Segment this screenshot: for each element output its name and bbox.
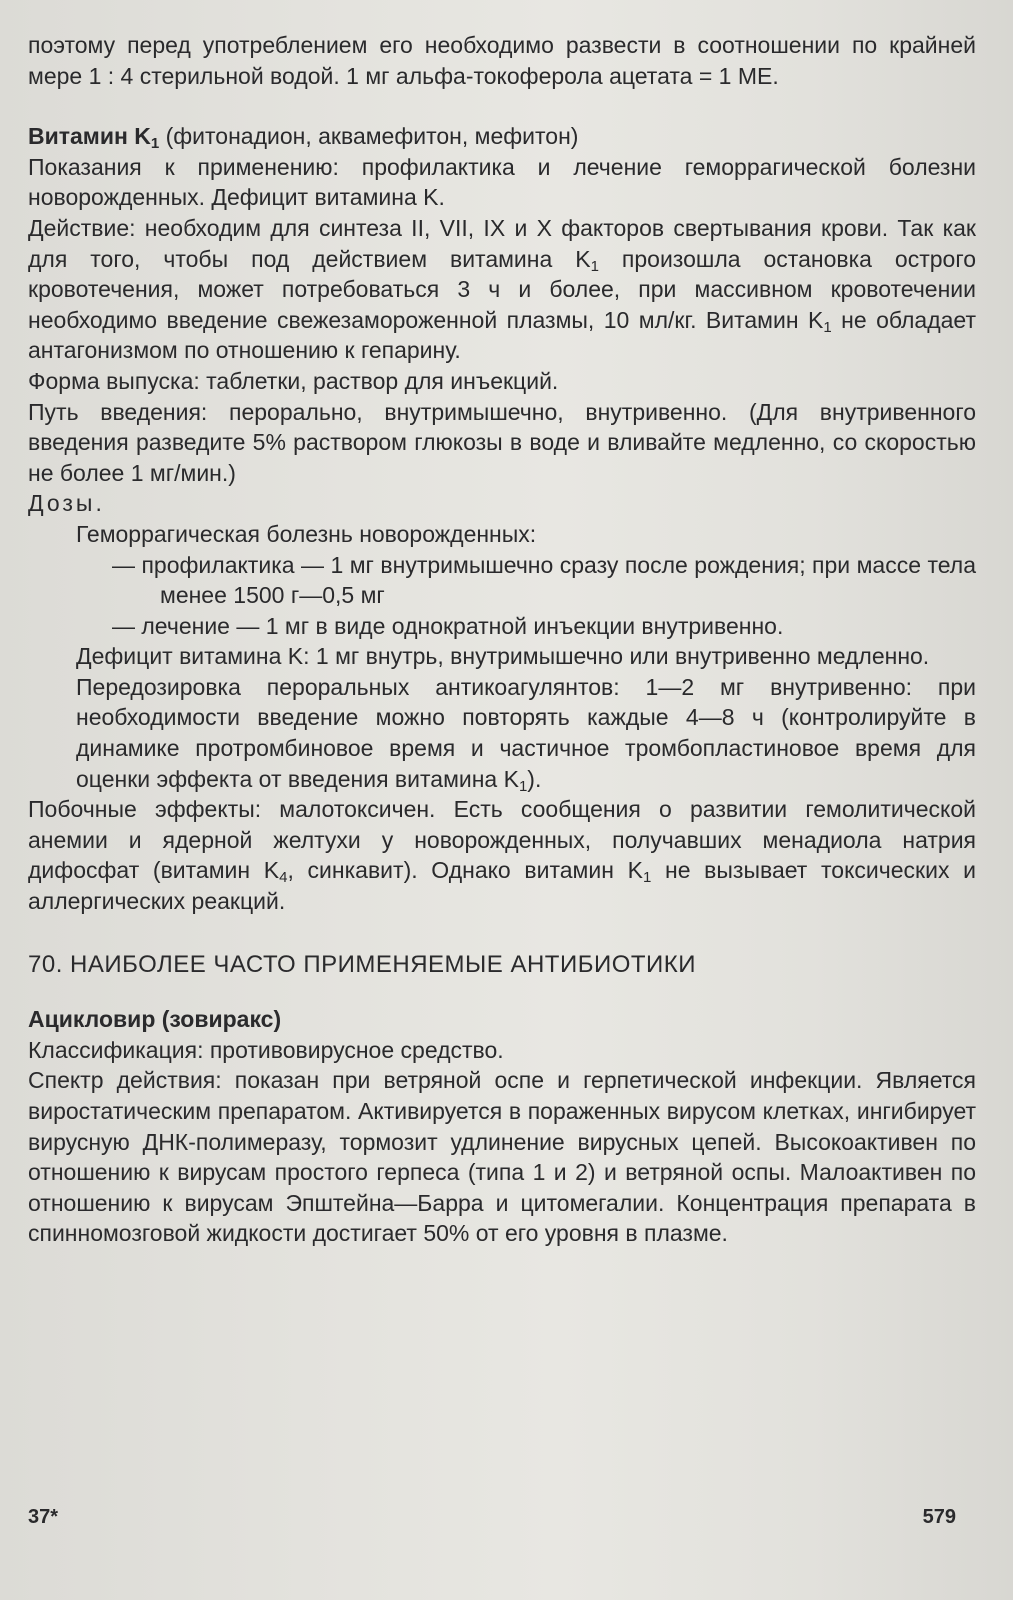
deficit-dose: Дефицит витамина K: 1 мг внутрь, внутримышечно или внутривенно медленно. bbox=[76, 643, 930, 670]
doses-label: Дозы. bbox=[28, 490, 105, 517]
vitamin-k-route: Путь введения: перорально, внутримышечно, внутривенно. (Для внутривенного введения разведите 5% раствором глюкозы в воде и вливайте медленно, со скоростью не более 1 мг/мин.) bbox=[28, 398, 976, 486]
acyclovir-spectrum: Спектр действия: показан при ветряной оспе и герпетической инфекции. Является виростатическим препаратом. Активируется в пораженных вирусом клетках, ингибирует вирусную ДНК-полимеразу, тормозит удлинение вирусных цепей. Высокоактивен по отношению к вирусам простого герпеса (типа 1 и 2) и ветряной оспы. Малоактивен по отношению к вирусам Эпштейна—Барра и цитомегалии. Концентрация препарата в спинномозговой жидкости достигает 50% от его уровня в плазме. bbox=[28, 1067, 976, 1247]
page-footer bbox=[28, 1506, 956, 1529]
vitamin-k-form: Форма выпуска: таблетки, раствор для инъекций. bbox=[28, 367, 559, 394]
acyclovir-classification: Классификация: противовирусное средство. bbox=[28, 1036, 504, 1063]
vitamin-k-title: Витамин $K_1$ (фитонадион, аквамефитон, мефитон) bbox=[28, 123, 579, 153]
page-number: 579 bbox=[922, 1506, 956, 1528]
page-body bbox=[28, 30, 976, 1249]
vitamin-k-action: Действие: необходим для синтеза II, VII, IX и X факторов свертывания крови. Так как для того, чтобы под действием витамина $K_1$ произошла остановка острого кровотечения, может потребоваться 3 ч и более, при массивном кровотечении необходимо введение свежезамороженной плазмы, 10 мл/кг. Витамин $K_1$ не обладает антагонизмом по отношению к гепарину. bbox=[28, 214, 977, 364]
hemorrhagic-disease: Геморрагическая болезнь новорожденных: bbox=[76, 520, 537, 547]
vitamin-k-indications: Показания к применению: профилактика и лечение геморрагической болезни новорожденных. Дефицит витамина K. bbox=[28, 153, 976, 211]
treatment-item: — лечение — 1 мг в виде однократной инъекции внутривенно. bbox=[112, 612, 784, 639]
signature-mark: 37* bbox=[28, 1506, 59, 1528]
acyclovir-title: Ацикловир (зовиракс) bbox=[28, 1006, 282, 1033]
prophylaxis-item: — профилактика — 1 мг внутримышечно сразу после рождения; при массе тела менее 1500 г—0,5 мг bbox=[112, 551, 976, 609]
overdose-dose: Передозировка пероральных антикоагулянтов: 1—2 мг внутривенно: при необходимости введение можно повторять каждые 4—8 ч (контролируйте в динамике протромбиновое время и частичное тромбопластиновое время для оценки эффекта от введения витамина $K_1$). bbox=[76, 673, 976, 795]
section-heading: 70. НАИБОЛЕЕ ЧАСТО ПРИМЕНЯЕМЫЕ АНТИБИОТИКИ bbox=[28, 950, 697, 978]
side-effects: Побочные эффекты: малотоксичен. Есть сообщения о развитии гемолитической анемии и ядерной желтухи у новорожденных, получавших менадиола натрия дифосфат (витамин $K_4$, синкавит). Однако витамин $K_1$ не вызывает токсических и аллергических реакций. bbox=[28, 796, 976, 915]
intro-paragraph: поэтому перед употреблением его необходимо развести в соотношении по крайней мере 1 : 4 стерильной водой. 1 мг альфа-токоферола ацетата = 1 МЕ. bbox=[28, 32, 976, 89]
